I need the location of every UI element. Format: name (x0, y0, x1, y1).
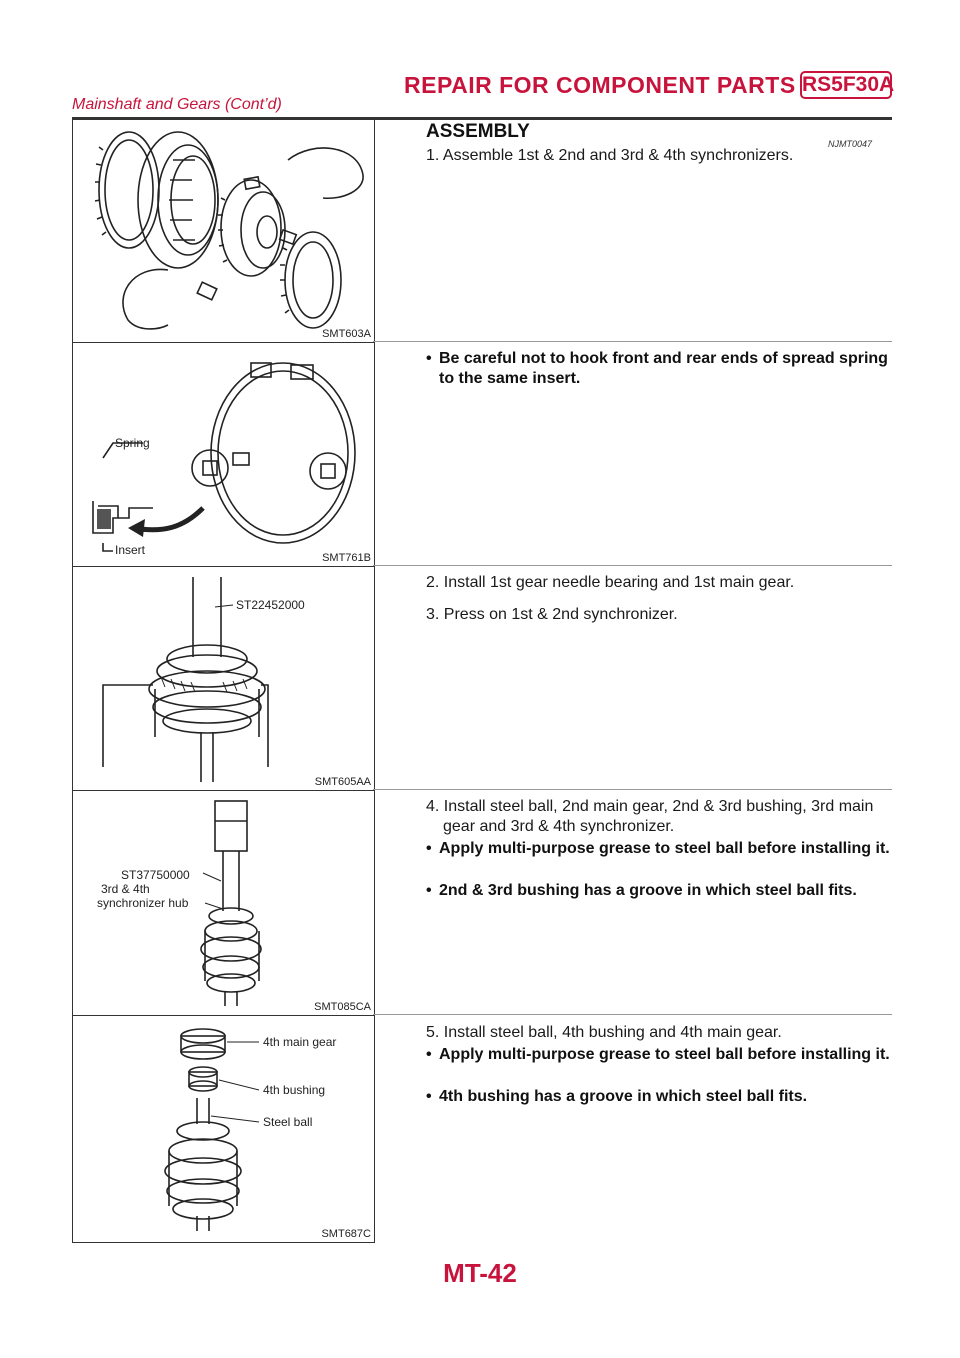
bullet-text: Apply multi-purpose grease to steel ball before installing it. (439, 840, 890, 857)
figure-spring-insert (72, 342, 375, 567)
bullet-marker: • (426, 882, 432, 899)
callout-synchronizer-hub: synchronizer hub (97, 896, 189, 910)
step-4: 4. Install steel ball, 2nd main gear, 2nd & 3rd bushing, 3rd main gear and 3rd & 4th synchronizer. (426, 798, 874, 835)
model-code-badge: RS5F30A (800, 71, 892, 99)
row-divider (373, 341, 892, 342)
step-5-note-1 (426, 1045, 892, 1065)
step-1-caution (426, 349, 892, 389)
figure-press-synchronizer (72, 566, 375, 791)
callout-spring: Spring (115, 436, 150, 450)
page-number: MT-42 (443, 1258, 517, 1288)
row-divider (373, 789, 892, 790)
callout-special-tool: ST22452000 (236, 598, 305, 612)
step-1: 1. Assemble 1st & 2nd and 3rd & 4th synchronizers. (426, 147, 794, 164)
step-4-note-1 (426, 839, 892, 859)
figure-install-synchronizer (72, 790, 375, 1016)
figure-code: SMT687C (321, 1228, 371, 1240)
row-divider (373, 565, 892, 566)
callout-insert: Insert (115, 543, 146, 557)
bullet-text: 2nd & 3rd bushing has a groove in which steel ball fits. (439, 882, 857, 899)
bullet-text: Be careful not to hook front and rear ends of spread spring to the same insert. (439, 350, 888, 387)
step-3: 3. Press on 1st & 2nd synchronizer. (426, 606, 678, 623)
install-4th-gear-illustration (73, 1016, 374, 1242)
callout-4th-bushing: 4th bushing (263, 1083, 326, 1097)
page-section-title: REPAIR FOR COMPONENT PARTS (404, 72, 796, 98)
bullet-text: 4th bushing has a groove in which steel ball fits. (439, 1088, 808, 1105)
step-5: 5. Install steel ball, 4th bushing and 4th main gear. (426, 1024, 782, 1041)
step-4-note-2 (426, 881, 892, 901)
node-id: NJMT0047 (828, 139, 873, 149)
figure-code: SMT085CA (314, 1001, 371, 1013)
callout-3rd-4th: 3rd & 4th (101, 882, 150, 896)
install-synchronizer-illustration (73, 791, 374, 1015)
synchronizer-parts-illustration (73, 120, 374, 342)
bullet-text: Apply multi-purpose grease to steel ball before installing it. (439, 1046, 890, 1063)
figure-code: SMT605AA (314, 776, 371, 788)
page-subtitle: Mainshaft and Gears (Cont’d) (72, 96, 282, 113)
figure-code: SMT603A (322, 328, 371, 340)
step-2: 2. Install 1st gear needle bearing and 1st main gear. (426, 574, 795, 591)
bullet-marker: • (426, 840, 432, 857)
figure-install-4th-gear (72, 1015, 375, 1243)
bullet-marker: • (426, 1088, 432, 1105)
figure-synchronizer-parts (72, 119, 375, 343)
figure-code: SMT761B (322, 552, 371, 564)
row-divider (373, 1014, 892, 1015)
spring-insert-illustration (73, 343, 374, 566)
press-synchronizer-illustration (73, 567, 374, 790)
bullet-marker: • (426, 1046, 432, 1063)
section-heading: ASSEMBLY (426, 121, 530, 142)
callout-special-tool: ST37750000 (121, 868, 190, 882)
bullet-marker: • (426, 350, 432, 367)
step-5-note-2 (426, 1087, 892, 1107)
callout-4th-main-gear: 4th main gear (263, 1035, 337, 1049)
callout-steel-ball: Steel ball (263, 1115, 313, 1129)
